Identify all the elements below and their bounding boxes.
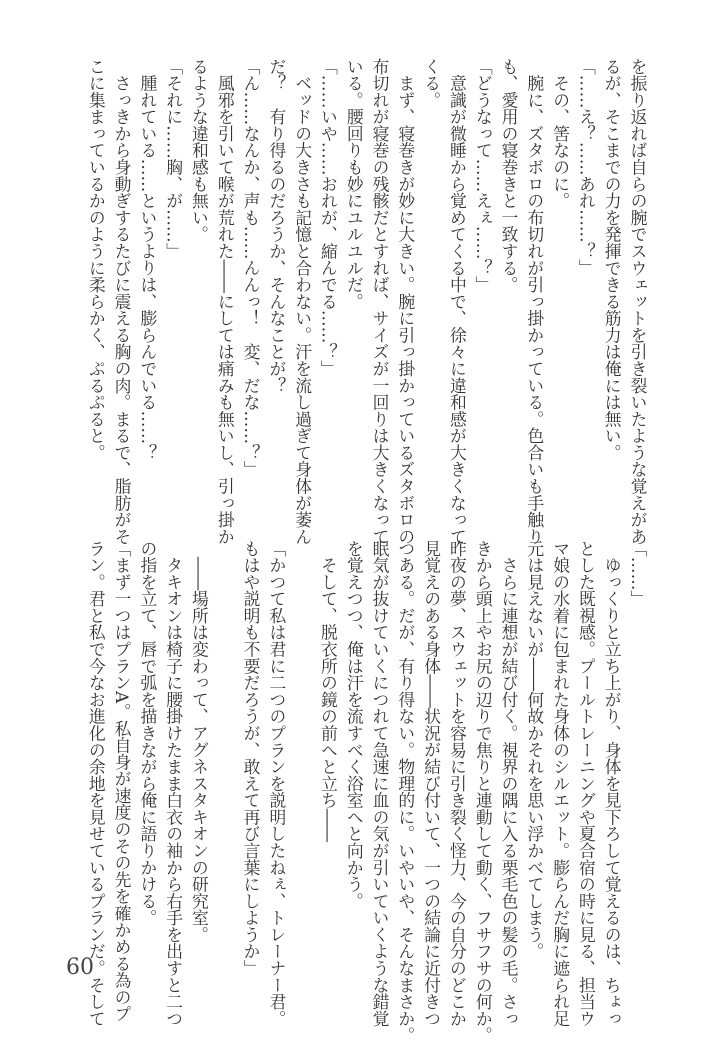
text-line: るが、そこまでの力を発揮できる筋力は俺には無い。 (602, 58, 623, 461)
text-line: るような違和感も無い。 (189, 58, 210, 243)
text-line: 見覚えのある身体――状況が結び付いて、一つの結論に近付きつ (421, 540, 442, 1027)
text-line: だ？ 有り得るのだろうか、そんなことが？ (266, 58, 287, 394)
page-number: 60 (66, 955, 94, 980)
text-line: くる。 (421, 58, 442, 109)
text-line: ――場所は変わって、アグネスタキオンの研究室。 (189, 540, 210, 943)
text-line: ゆっくりと立ち上がり、身体を見下ろして覚えるのは、ちょっ (602, 540, 623, 1027)
text-line: ベッドの大きさも記憶と合わない。汗を流し過ぎて身体が萎ん (292, 58, 313, 545)
text-line: 「……いや……おれが、縮んでる……？」 (318, 58, 339, 377)
text-line: 腕に、ズタボロの布切れが引っ掛かっている。色合いも手触り (524, 58, 545, 545)
text-line: さらに連想が結び付く。視界の隅に入る栗毛色の髪の毛。さっ (499, 540, 520, 1027)
text-line: 「どうなって……えぇ……？」 (473, 58, 494, 294)
text-line: を覚えつつ、俺は汗を流すべく浴室へと向かう。 (344, 540, 365, 910)
text-line: つある。だが、有り得ない。物理的に。いやいや、そんなまさか。 (395, 540, 416, 1044)
text-line: 風邪を引いて喉が荒れた――にしては痛みも無いし、引っ掛か (215, 58, 236, 545)
text-line: 「……」 (628, 540, 648, 608)
text-line: いる。腰回りも妙にユルユルだ。 (344, 58, 365, 310)
text-line: とした既視感。プールトレーニングや夏合宿の時に見る、担当ウ (576, 540, 597, 1027)
text-line: も、愛用の寝巻きと一致する。 (499, 58, 520, 294)
text-line: 「まず一つはプランA。私自身が速度のその先を確かめる為のプ (112, 540, 133, 1023)
text-line: 元は見えないが――何故かそれを思い浮かべてしまう。 (524, 540, 545, 960)
text-line (211, 540, 237, 965)
text-line: マ娘の水着に包まれた身体のシルエット。膨らんだ胸に遮られ足 (550, 540, 571, 1027)
text-line: その、筈なのに。 (550, 58, 571, 210)
text-line: さっきから身動ぎするたびに震える胸の肉。まるで、脂肪がそ (112, 58, 133, 545)
text-line: きから頭上やお尻の辺りで焦りと連動して動く、フサフサの何か。 (473, 540, 494, 1044)
text-line: 意識が微睡から覚めてくる中で、徐々に違和感が大きくなって (447, 58, 468, 545)
text-line: 「それに……胸、が……」 (163, 58, 184, 260)
text-line (289, 540, 315, 965)
text-line: を振り返れば自らの腕でスウェットを引き裂いたような覚えがあ (628, 58, 648, 545)
text-line: まず、寝巻きが妙に大きい。腕に引っ掛かっているズタボロの (395, 58, 416, 545)
text-line: 「……え？……あれ……？」 (576, 58, 597, 277)
text-line: 眠気が抜けていくにつれて急速に血の気が引いていくような錯覚 (370, 540, 391, 1027)
text-line: もはや説明も不要だろうが、敢えて再び言葉にしようか」 (241, 540, 262, 977)
text-line: 昨夜の夢、スウェットを容易に引き裂く怪力、今の自分のどこか (447, 540, 468, 1027)
text-line: そして、脱衣所の鏡の前へと立ち―― (318, 540, 339, 843)
text-line: 腫れている……というよりは、膨らんでいる……？ (137, 58, 158, 461)
text-line: 「かつて私は君に二つのプランを説明したねぇ、トレーナー君。 (266, 540, 287, 1027)
bottom-text-block (82, 540, 650, 1044)
text-line: こに集まっているかのように柔らかく、ぷるぷると。 (86, 58, 107, 461)
top-text-block (82, 58, 650, 545)
text-line: ラン。君と私で今なお進化の余地を見せているプランだ。そして (86, 540, 107, 1027)
text-line: 「ん……なんか、声も……んんっ！ 変、だな……？」 (241, 58, 262, 478)
text-line: の指を立て、唇で弧を描きながら俺に語りかける。 (137, 540, 158, 927)
text-line: 布切れが寝巻の残骸だとすれば、サイズが一回りは大きくなって (370, 58, 391, 545)
text-line: タキオンは椅子に腰掛けたまま白衣の袖から右手を出すと二つ (163, 540, 184, 1027)
